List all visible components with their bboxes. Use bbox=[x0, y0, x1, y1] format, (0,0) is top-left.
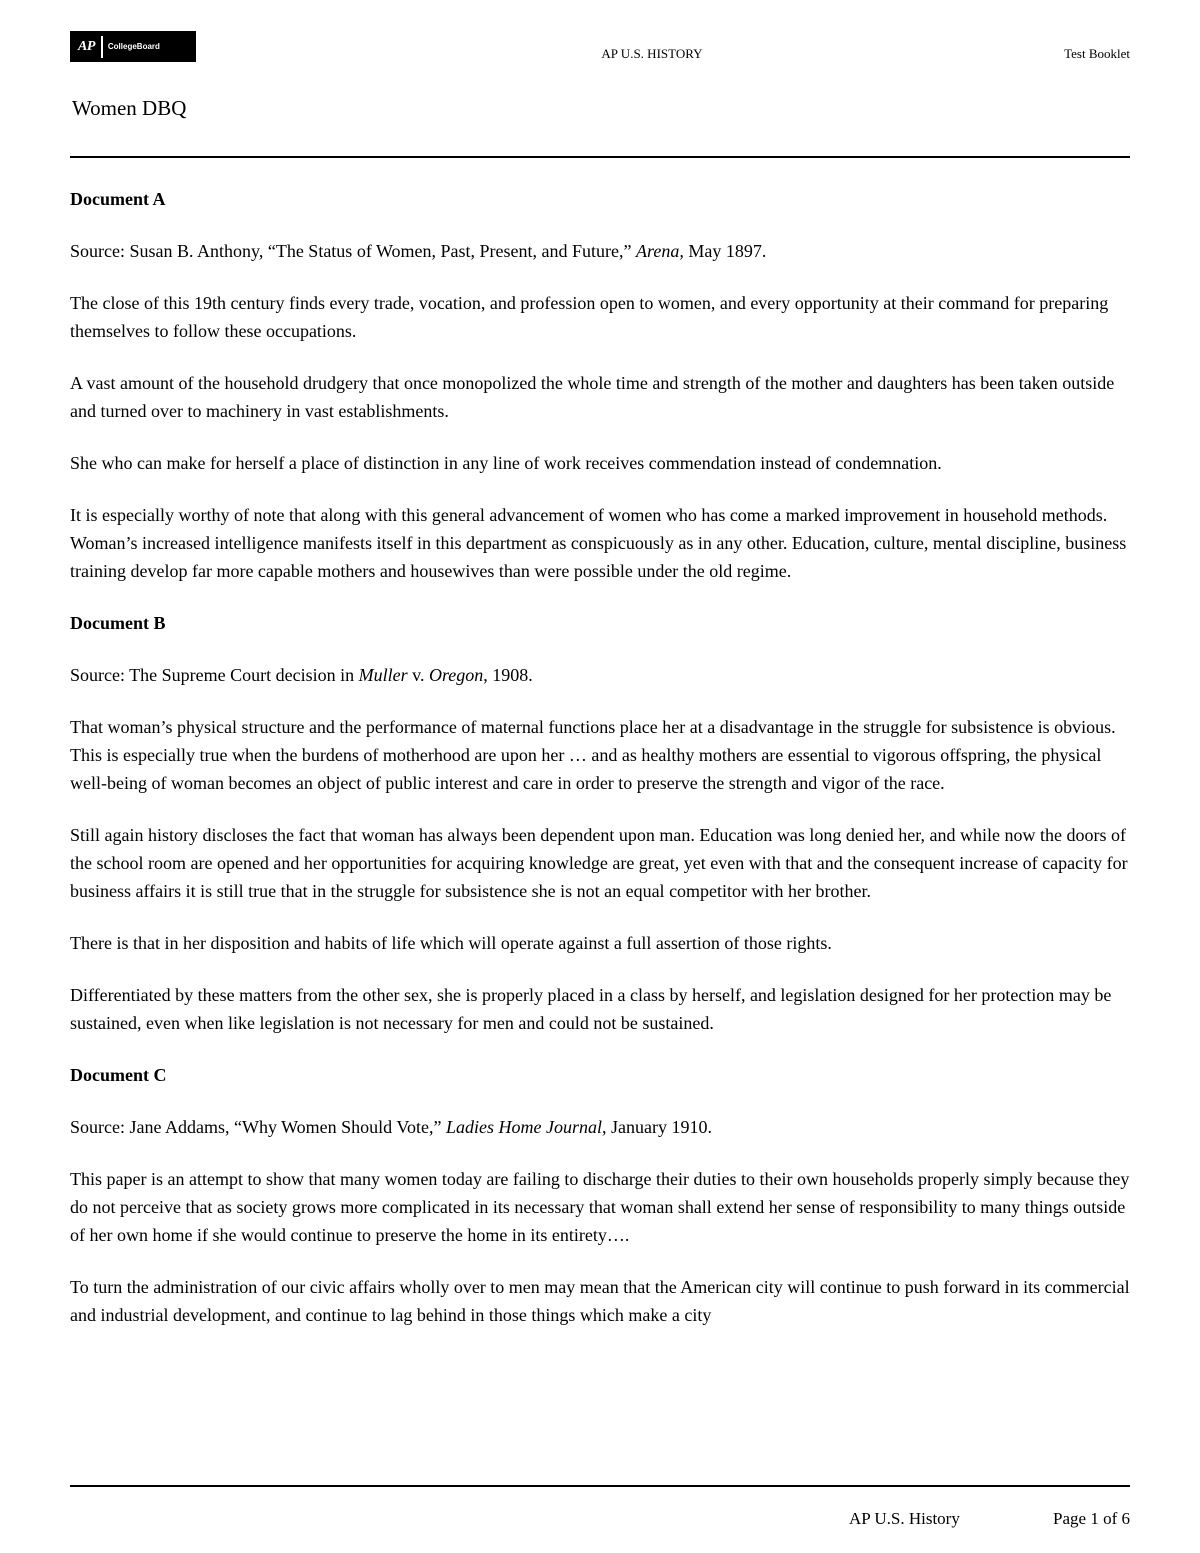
header-booklet-label: Test Booklet bbox=[1064, 46, 1130, 61]
document-b-paragraph-4: Differentiated by these matters from the other sex, she is properly placed in a class by herself, and legislation designed for her protection may be sustained, even when like legislation is not necessary for men and could not be sustained. bbox=[70, 985, 1112, 1033]
document-body bbox=[70, 185, 1130, 1353]
document-b-source-case-party-1: Muller bbox=[358, 665, 408, 685]
document-a-paragraph-4: It is especially worthy of note that along with this general advancement of women who has come a marked improvement in household methods. Woman’s increased intelligence manifests itself in this department as conspicuously as in any other. Education, culture, mental discipline, business training develop far more capable mothers and housewives than were possible under the old regime. bbox=[70, 505, 1127, 581]
document-b-source-text: Source: The Supreme Court decision in bbox=[70, 665, 359, 685]
document-c-paragraph-2: To turn the administration of our civic affairs wholly over to men may mean that the American city will continue to push forward in its commercial and industrial development, and continue to lag behind in those things which make a city bbox=[70, 1277, 1130, 1325]
document-c-paragraph-1: This paper is an attempt to show that many women today are failing to discharge their duties to their own households properly simply because they do not perceive that as society grows more complicated in its necessary that woman shall extend her sense of responsibility to many things outside of her own home if she would continue to preserve the home in its entirety…. bbox=[70, 1169, 1130, 1245]
document-a-heading: Document A bbox=[70, 189, 166, 209]
document-a-source-text: Source: Susan B. Anthony, “The Status of Women, Past, Present, and Future,” bbox=[70, 241, 636, 261]
document-b-heading: Document B bbox=[70, 613, 166, 633]
document-b-paragraph-2: Still again history discloses the fact that woman has always been dependent upon man. Education was long denied her, and while now the doors of the school room are opened and her opportunities for acquiring knowledge are great, yet even with that and the consequent increase of capacity for business affairs it is still true that in the struggle for subsistence she is not an equal competitor with her brother. bbox=[70, 825, 1128, 901]
document-c-heading: Document C bbox=[70, 1065, 167, 1085]
logo-brand-text: CollegeBoard bbox=[107, 42, 160, 51]
document-c-source-publication: Ladies Home Journal bbox=[446, 1117, 603, 1137]
document-c-source-date: , January 1910. bbox=[602, 1117, 712, 1137]
document-a-paragraph-3: She who can make for herself a place of distinction in any line of work receives commendation instead of condemnation. bbox=[70, 453, 942, 473]
page-title: Women DBQ bbox=[72, 96, 187, 120]
footer-course-name: AP U.S. History bbox=[849, 1509, 960, 1528]
document-b-source-versus: v. bbox=[407, 665, 429, 685]
document-c-source bbox=[70, 1113, 1130, 1141]
header-subject: AP U.S. HISTORY bbox=[601, 46, 703, 61]
document-b-paragraph-1: That woman’s physical structure and the performance of maternal functions place her at a disadvantage in the struggle for subsistence is obvious. This is especially true when the burdens of motherhood are upon her … and as healthy mothers are essential to vigorous offspring, the physical well-being of woman becomes an object of public interest and care in order to preserve the strength and vigor of the race. bbox=[70, 717, 1116, 793]
footer-page-number: Page 1 of 6 bbox=[1053, 1509, 1130, 1528]
footer-divider bbox=[70, 1485, 1130, 1487]
document-b-source-case-party-2: Oregon bbox=[428, 665, 484, 685]
document-a-paragraph-2: A vast amount of the household drudgery that once monopolized the whole time and strength of the mother and daughters has been taken outside and turned over to machinery in vast establishments. bbox=[70, 373, 1115, 421]
document-b-source-date: , 1908. bbox=[483, 665, 533, 685]
document-a-source-publication: Arena, bbox=[636, 241, 684, 261]
document-b-source bbox=[70, 661, 1130, 689]
document-c-source-text: Source: Jane Addams, “Why Women Should Vote,” bbox=[70, 1117, 447, 1137]
document-a-source-date: May 1897. bbox=[683, 241, 767, 261]
header-divider bbox=[70, 156, 1130, 158]
document-a-paragraph-1: The close of this 19th century finds every trade, vocation, and profession open to women, and every opportunity at their command for preparing themselves to follow these occupations. bbox=[70, 293, 1109, 341]
document-a-source bbox=[70, 237, 1130, 265]
document-b-paragraph-3: There is that in her disposition and habits of life which will operate against a full assertion of those rights. bbox=[70, 933, 832, 953]
logo-ap-mark: AP bbox=[78, 38, 95, 54]
